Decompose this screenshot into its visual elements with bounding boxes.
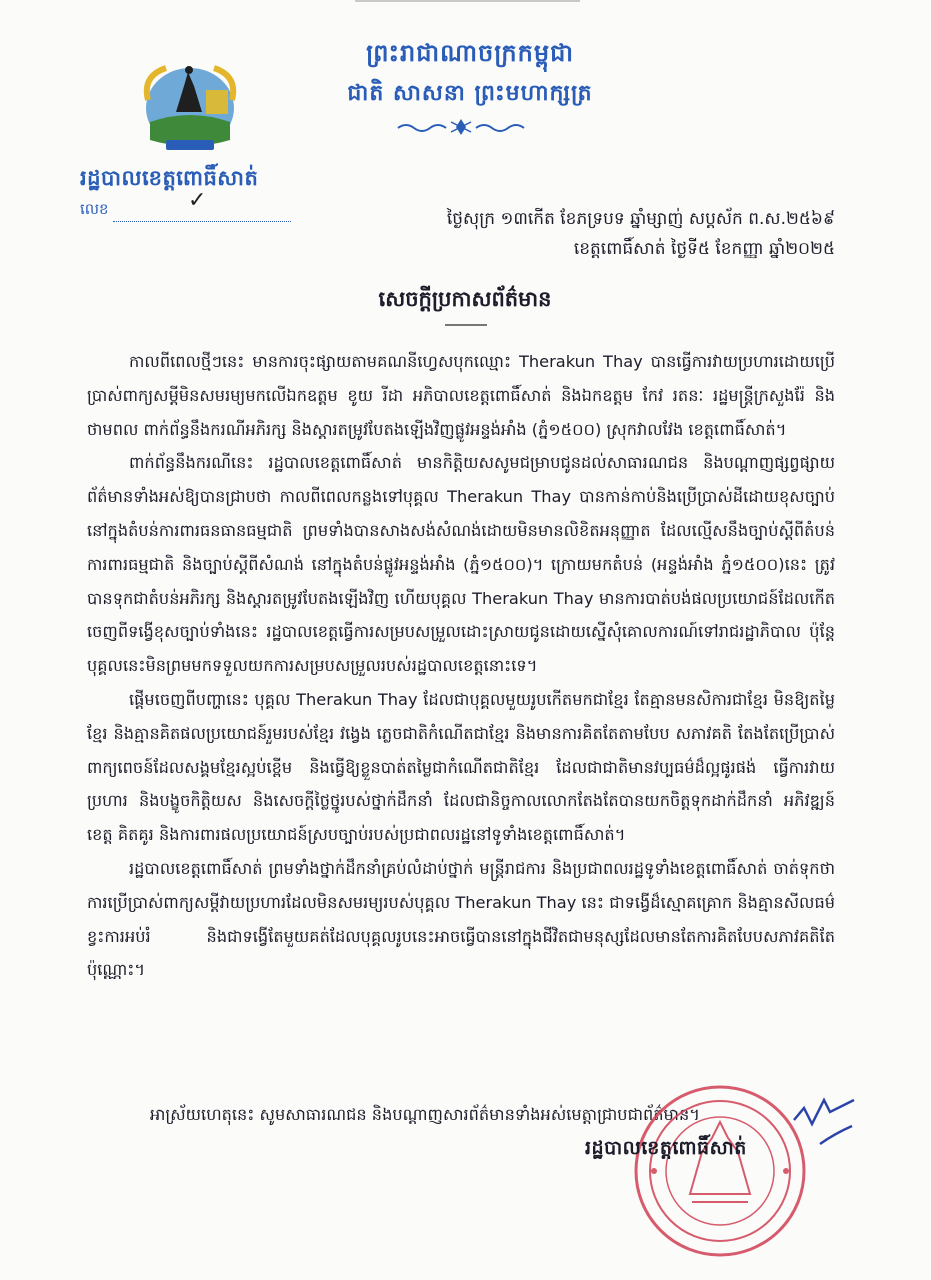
issuing-agency: រដ្ឋបាលខេត្តពោធិ៍សាត់ xyxy=(80,166,259,190)
provincial-emblem-icon xyxy=(136,60,244,156)
solar-date: ខេត្តពោធិ៍សាត់ ថ្ងៃទី៥ ខែកញ្ញា ឆ្នាំ២០២៥ xyxy=(573,239,835,259)
kingdom-header xyxy=(300,38,640,111)
paragraph-4: រដ្ឋបាលខេត្តពោធិ៍សាត់ ព្រមទាំងថ្នាក់ដឹកនាំគ្រប់លំដាប់ថ្នាក់ មន្ត្រីរាជការ និងប្រជាពលរដ្ឋទូទាំងខេត្តពោធិ៍សាត់ ចាត់ទុកថាការប្រើប្រាស់ពាក្យសម្តីវាយប្រហារដែលមិនសមរម្យរបស់បុគ្គល Therakun Thay នេះ ជាទង្វើដ៏ស្មោគគ្រោក និងគ្មានសីលធម៌ ខ្វះការអប់រំ និងជាទង្វើតែមួយគត់ដែលបុគ្គលរូបនេះអាចធ្វើបាននៅក្នុងជីវិតជាមនុស្សដែលមានតែការគិតបែបសភាវគតិតែប៉ុណ្ណោះ។ xyxy=(87,858,835,980)
national-motto: ជាតិ សាសនា ព្រះមហាក្សត្រ xyxy=(347,81,593,106)
checkmark-icon: ✓ xyxy=(188,188,207,213)
document-title: សេចក្ដីប្រកាសព័ត៌មាន xyxy=(378,287,552,311)
title-underline xyxy=(445,324,487,326)
lunar-date: ថ្ងៃសុក្រ ១៣កើត ខែភទ្របទ ឆ្នាំម្សាញ់ សប្តស័ក ព.ស.២៥៦៩ xyxy=(446,209,835,229)
number-label: លេខ xyxy=(80,200,109,218)
kingdom-title: ព្រះរាជាណាចក្រកម្ពុជា xyxy=(366,39,574,67)
ornament-divider-icon xyxy=(396,118,526,136)
signature-icon xyxy=(790,1090,860,1150)
paragraph-3: ផ្តើមចេញពីបញ្ហានេះ បុគ្គល Therakun Thay ដែលជាបុគ្គលមួយរូបកើតមកជាខ្មែរ តែគ្មានមនសិការជាខ្មែរ មិនឱ្យតម្លៃខ្មែរ និងគ្មានគិតផលប្រយោជន៍រួមរបស់ខ្មែរ វង្វេង ភ្លេចជាតិកំណើតជាខ្មែរ និងមានការគិតតែតាមបែប សភាវគតិ តែងតែប្រើប្រាស់ពាក្យពេចន៍ដែលសង្គមខ្មែរស្អប់ខ្ពើម និងធ្វើឱ្យខ្លួនបាត់តម្លៃជាកំណើតជាតិខ្មែរ ដែលជាជាតិមានវប្បធម៌ដ៏ល្អផូរផង់ ធ្វើការវាយប្រហារ និងបង្ខូចកិត្តិយស និងសេចក្តីថ្លៃថ្នូរបស់ថ្នាក់ដឹកនាំ ដែលជានិច្ចកាលលោកតែងតែបានយកចិត្តទុកដាក់ដឹកនាំ អភិវឌ្ឍន៍ខេត្ត គិតគូរ និងការពារផលប្រយោជន៍ស្របច្បាប់របស់ប្រជាពលរដ្ឋនៅទូទាំងខេត្តពោធិ៍សាត់។ xyxy=(87,689,835,845)
official-seal-icon xyxy=(632,1082,808,1260)
paragraph-1: កាលពីពេលថ្មីៗនេះ មានការចុះផ្សាយតាមគណនីហ្វេសបុកឈ្មោះ Therakun Thay បានធ្វើការវាយប្រហារដោយប្រើប្រាស់ពាក្យសម្តីមិនសមរម្យមកលើឯកឧត្តម ខូយ រីដា អភិបាលខេត្តពោធិ៍សាត់ និងឯកឧត្តម កែវ រតនៈ រដ្ឋមន្ត្រីក្រសួងរ៉ែ និងថាមពល ពាក់ព័ន្ធនឹងករណីអភិរក្ស និងស្តារតម្រូវបែតងឡើងវិញផ្លូវអន្ទង់អាំង (ភ្នំ១៥០០) ស្រុកវាលវែង ខេត្តពោធិ៍សាត់។ xyxy=(87,352,835,439)
scan-top-edge xyxy=(355,0,580,2)
paragraph-2: ពាក់ព័ន្ធនឹងករណីនេះ រដ្ឋបាលខេត្តពោធិ៍សាត់ មានកិត្តិយសសូមជម្រាបជូនដល់សាធារណជន និងបណ្តាញផ្សព្វផ្សាយព័ត៌មានទាំងអស់ឱ្យបានជ្រាបថា កាលពីពេលកន្លងទៅបុគ្គល Therakun Thay បានកាន់កាប់និងប្រើប្រាស់ដីដោយខុសច្បាប់នៅក្នុងតំបន់ការពារធនធានធម្មជាតិ ព្រមទាំងបានសាងសង់សំណង់ដោយមិនមានលិខិតអនុញ្ញាត ដែលល្មើសនឹងច្បាប់ស្តីពីតំបន់ការពារធម្មជាតិ និងច្បាប់ស្តីពីសំណង់ នៅក្នុងតំបន់ផ្លូវអន្ទង់អាំង (ភ្នំ១៥០០)។ ក្រោយមកតំបន់ (អន្ទង់អាំង ភ្នំ១៥០០)នេះ ត្រូវបានទុកជាតំបន់អភិរក្ស និងស្តារតម្រូវបែតងឡើងវិញ ហើយបុគ្គល Therakun Thay មានការបាត់បង់ផលប្រយោជន៍ដែលកើតចេញពីទង្វើខុសច្បាប់ទាំងនេះ រដ្ឋបាលខេត្តធ្វើការសម្របសម្រួលដោះស្រាយជូនដោយស្នើសុំគោលការណ៍ទៅរាជរដ្ឋាភិបាល ប៉ុន្តែបុគ្គលនេះមិនព្រមមកទទួលយកការសម្របសម្រួលរបស់រដ្ឋបាលខេត្តនោះទេ។ xyxy=(87,453,835,676)
document-body xyxy=(87,345,835,987)
signatory: រដ្ឋបាលខេត្តពោធិ៍សាត់ xyxy=(585,1137,747,1159)
closing-statement: អាស្រ័យហេតុនេះ សូមសាធារណជន និងបណ្តាញសារព័ត៌មានទាំងអស់មេត្តាជ្រាបជាព័ត៌មាន។ xyxy=(150,1105,700,1124)
